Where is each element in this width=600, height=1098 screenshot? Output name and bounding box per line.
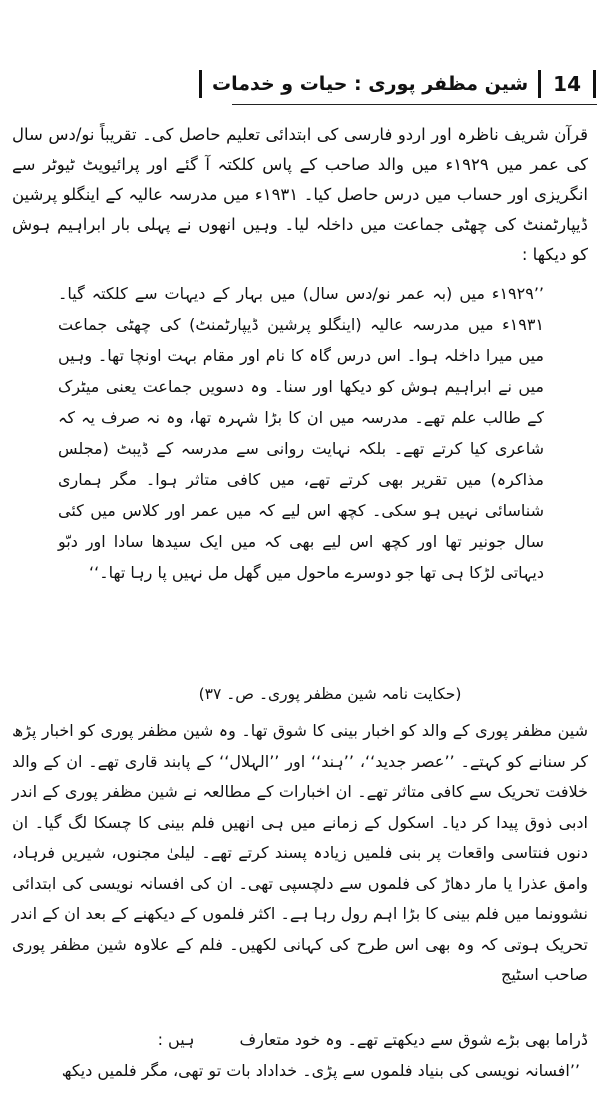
citation: (حکایت نامہ شین مظفر پوری۔ ص۔ ۳۷) bbox=[198, 685, 462, 703]
paragraph-2-last-line bbox=[100, 1025, 588, 1055]
final-quote-line: ’’افسانہ نویسی کی بنیاد فلموں سے پڑی۔ خداداد بات تو تھی، مگر فلمیں دیکھ bbox=[61, 1061, 580, 1080]
page-header bbox=[212, 66, 596, 102]
running-title: شین مظفر پوری : حیات و خدمات bbox=[212, 73, 529, 95]
header-bar-right bbox=[593, 70, 596, 98]
header-bar-left bbox=[199, 70, 202, 98]
paragraph-2-end: ڈراما بھی بڑے شوق سے دیکھتے تھے۔ وہ خود متعارف bbox=[239, 1030, 588, 1049]
paragraph-2: شین مظفر پوری کے والد کو اخبار بینی کا شوق تھا۔ وہ شین مظفر پوری کو اخبار پڑھ کر سنانے کو کہتے۔ ’’عصر جدید‘‘، ’’ہند‘‘ اور ’’الہلال‘‘ کے پابند قاری تھے۔ ان کے والد خلافت تحریک سے کافی متاثر تھے۔ ان اخبارات کے مطالعہ نے شین مظفر پوری کے اندر ادبی ذوق پیدا کر دیا۔ اسکول کے زمانے میں ہی انھیں فلم بینی کا چسکا لگ گیا۔ ان دنوں فنتاسی واقعات پر بنی فلمیں زیادہ پسند کرتے تھے۔ لیلیٰ مجنوں، شیریں فرہاد، وامق عذرا یا مار دھاڑ کی فلموں سے دلچسپی تھی۔ ان کی افسانہ نویسی کی ابتدائی نشوونما میں فلم بینی کا بڑا اہم رول رہا ہے۔ اکثر فلموں کے دیکھنے کے بعد ان کے اندر تحریک ہوتی کہ وہ بھی اس طرح کی کہانی لکھیں۔ فلم کے علاوہ شین مظفر پوری صاحب اسٹیج bbox=[11, 721, 588, 984]
paragraph-1: قرآن شریف ناظرہ اور اردو فارسی کی ابتدائی تعلیم حاصل کی۔ تقریباً نو/دس سال کی عمر میں ۱۹۲۹ء میں والد صاحب کے پاس کلکتہ آ گئے اور پرائیویٹ ٹیوٹر سے انگریزی اور حساب میں درس حاصل کیا۔ ۱۹۳۱ء میں مدرسہ عالیہ کے اینگلو پرشین ڈیپارٹمنٹ کی چھٹی جماعت میں داخلہ لیا۔ وہیں انھوں نے پہلی بار ابراہیم ہوش کو دیکھا : bbox=[12, 125, 588, 264]
quote-block: ’’۱۹۲۹ء میں (بہ عمر نو/دس سال) میں بہار کے دیہات سے کلکتہ گیا۔ ۱۹۳۱ء میں مدرسہ عالیہ (اینگلو پرشین ڈیپارٹمنٹ) کی چھٹی جماعت میں میرا داخلہ ہوا۔ اس درس گاہ کا نام اور مقام بہت اونچا تھا۔ وہیں میں نے ابراہیم ہوش کو دیکھا اور سنا۔ وہ دسویں جماعت یعنی میٹرک کے طالب علم تھے۔ مدرسہ میں ان کا بڑا شہرہ تھا، وہ نہ صرف یہ کہ شاعری کیا کرتے تھے۔ بلکہ نہایت روانی سے مدرسہ کے ڈیبٹ (مجلس مذاکرہ) میں تقریر بھی کرتے تھے، میں کافی متاثر ہوا۔ مگر ہماری شناسائی نہیں ہو سکی۔ کچھ اس لیے کہ میں عمر اور کلاس میں کئی سال جونیر تھا اور کچھ اس لیے بھی کہ میں ایک سیدھا سادا اور دبّو دیہاتی لڑکا ہی تھا جو دوسرے ماحول میں گھل مل نہیں پا رہا تھا۔‘‘ bbox=[58, 284, 544, 582]
header-bar-middle bbox=[538, 70, 541, 98]
paragraph-2-end-colon: ہیں : bbox=[157, 1030, 195, 1049]
page-number: 14 bbox=[553, 72, 581, 96]
header-rule bbox=[232, 104, 597, 105]
